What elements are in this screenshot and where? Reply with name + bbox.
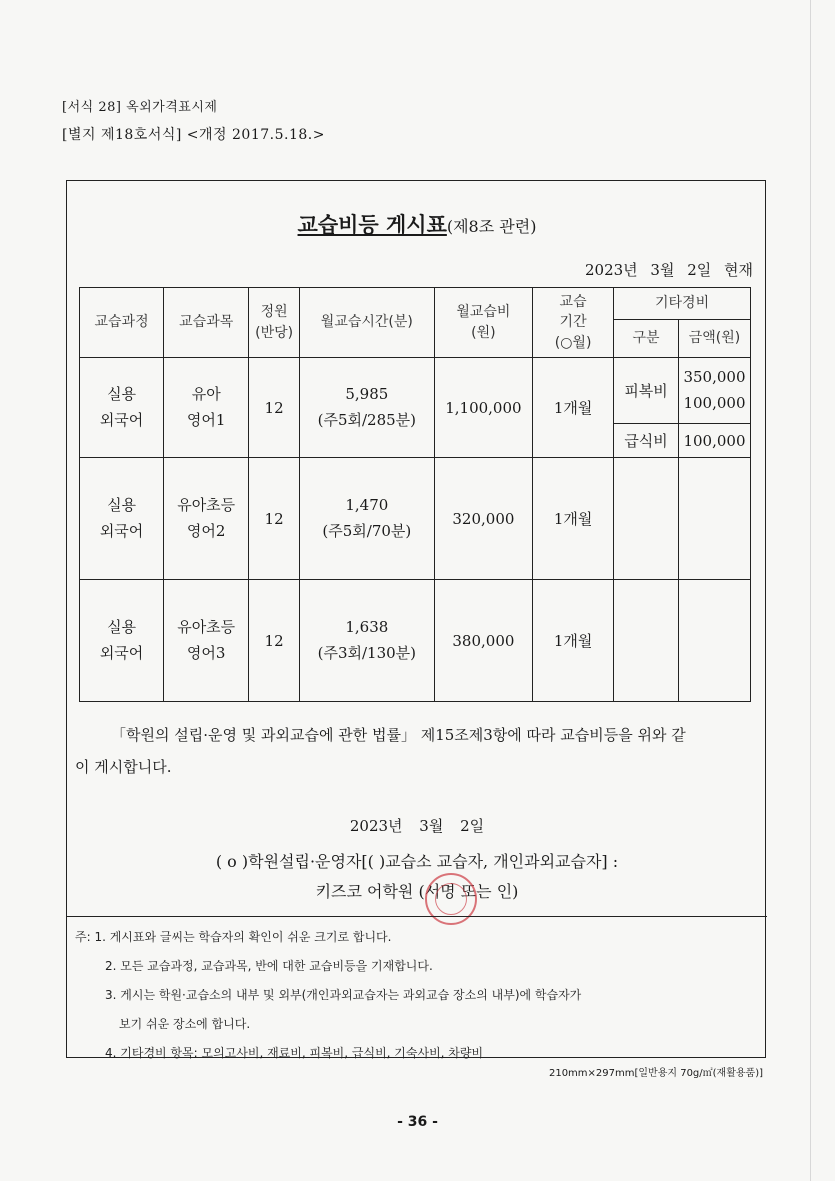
period-cell: 1개월 xyxy=(533,358,614,458)
table-row xyxy=(80,458,751,580)
course-l2: 외국어 xyxy=(99,643,144,662)
col-capacity xyxy=(249,288,300,358)
capacity-cell: 12 xyxy=(249,458,300,580)
notice-frame xyxy=(66,180,766,1058)
expense-type-cell xyxy=(614,580,679,702)
attachment-label: [별지 제18호서식] <개정 2017.5.18.> xyxy=(62,127,325,143)
fee-cell: 320,000 xyxy=(434,458,532,580)
title-suffix: (제8조 관련) xyxy=(446,217,537,236)
hours-l1: 1,638 xyxy=(345,618,389,636)
note-3-cont: 보기 쉬운 장소에 합니다. xyxy=(119,1017,251,1031)
fee-cell: 380,000 xyxy=(434,580,532,702)
table-row xyxy=(80,358,751,424)
expense-amount-cell xyxy=(678,580,750,702)
course-l1: 실용 xyxy=(107,496,137,514)
title-main: 교습비등 게시표 xyxy=(297,213,447,237)
col-subject: 교습과목 xyxy=(164,288,249,358)
col-capacity-l1: 정원 xyxy=(260,304,288,321)
note-3: 3. 게시는 학원·교습소의 내부 및 외부(개인과외교습자는 과외교습 장소의 내부)에 학습자가 xyxy=(105,988,582,1002)
subject-l1: 유아 xyxy=(191,385,221,403)
col-period-l3: (○월) xyxy=(554,334,592,351)
col-fee-l1: 월교습비 xyxy=(456,304,511,321)
col-capacity-l2: (반당) xyxy=(255,324,294,341)
official-seal-icon xyxy=(425,873,477,925)
course-l2: 외국어 xyxy=(99,521,144,540)
subject-l2: 영어1 xyxy=(186,410,226,429)
hours-l2: (주5회/285분) xyxy=(317,410,417,429)
fee-table xyxy=(79,287,751,702)
subject-cell xyxy=(164,358,249,458)
subject-cell xyxy=(164,580,249,702)
col-period-l1: 교습 xyxy=(559,294,587,311)
period-cell: 1개월 xyxy=(533,580,614,702)
subject-cell xyxy=(164,458,249,580)
expense-type-cell: 피복비 xyxy=(614,358,679,424)
hours-cell xyxy=(299,580,434,702)
form-label: [서식 28] 옥외가격표시제 xyxy=(62,100,218,115)
course-l2: 외국어 xyxy=(99,410,144,429)
hours-l2: (주3회/130분) xyxy=(317,643,417,662)
capacity-cell: 12 xyxy=(249,358,300,458)
course-cell xyxy=(80,358,164,458)
note-4: 4. 기타경비 항목: 모의고사비, 재료비, 피복비, 급식비, 기숙사비, 차량비 xyxy=(105,1046,484,1060)
expense-amount-cell xyxy=(678,458,750,580)
col-period-l2: 기간 xyxy=(559,314,587,331)
table-row xyxy=(80,580,751,702)
board-title xyxy=(67,209,767,239)
fee-cell: 1,100,000 xyxy=(434,358,532,458)
hours-l2: (주5회/70분) xyxy=(322,521,412,540)
school-name: 키즈코 어학원 (서명 또는 인) xyxy=(315,882,519,901)
expense-amount-1: 350,000 xyxy=(683,368,746,386)
notice-date: 2023년 3월 2일 xyxy=(349,817,485,835)
expense-amount-cell xyxy=(678,358,750,424)
course-cell xyxy=(80,458,164,580)
hours-cell xyxy=(299,358,434,458)
capacity-cell: 12 xyxy=(249,580,300,702)
page-number: - 36 - xyxy=(397,1114,438,1130)
notes xyxy=(75,923,581,1068)
col-other-type: 구분 xyxy=(614,320,679,358)
hours-cell xyxy=(299,458,434,580)
expense-type-cell xyxy=(614,458,679,580)
hours-l1: 5,985 xyxy=(345,385,389,403)
subject-l1: 유아초등 xyxy=(177,496,236,514)
page-edge xyxy=(810,0,811,1181)
expense-type-cell: 급식비 xyxy=(614,424,679,458)
note-1: 주: 1. 게시표와 글씨는 학습자의 확인이 쉬운 크기로 합니다. xyxy=(75,930,392,944)
period-cell: 1개월 xyxy=(533,458,614,580)
col-hours: 월교습시간(분) xyxy=(299,288,434,358)
legal-notice xyxy=(67,719,767,783)
col-fee xyxy=(434,288,532,358)
signer-type: ( o )학원설립·운영자[( )교습소 교습자, 개인과외교습자] : xyxy=(215,852,619,871)
subject-l2: 영어2 xyxy=(186,521,226,540)
course-l1: 실용 xyxy=(107,618,137,636)
expense-amount-cell: 100,000 xyxy=(678,424,750,458)
col-other-amount: 금액(원) xyxy=(678,320,750,358)
course-l1: 실용 xyxy=(107,385,137,403)
note-2: 2. 모든 교습과정, 교습과목, 반에 대한 교습비등을 기재합니다. xyxy=(105,959,433,973)
as-of-date: 2023년 3월 2일 현재 xyxy=(584,261,753,279)
course-cell xyxy=(80,580,164,702)
subject-l2: 영어3 xyxy=(186,643,226,662)
expense-amount-2: 100,000 xyxy=(683,393,746,412)
paper-spec: 210mm×297mm[일반용지 70g/㎡(재활용품)] xyxy=(548,1068,763,1079)
col-other: 기타경비 xyxy=(614,288,751,320)
legal-text-2: 이 게시합니다. xyxy=(75,758,172,776)
col-fee-l2: (원) xyxy=(471,324,496,341)
subject-l1: 유아초등 xyxy=(177,618,236,636)
divider xyxy=(67,916,767,917)
hours-l1: 1,470 xyxy=(345,496,389,514)
legal-text-1: 「학원의 설립·운영 및 과외교습에 관한 법률」 제15조제3항에 따라 교습비등을 위와 같 xyxy=(111,726,686,744)
col-course: 교습과정 xyxy=(80,288,164,358)
col-period xyxy=(533,288,614,358)
